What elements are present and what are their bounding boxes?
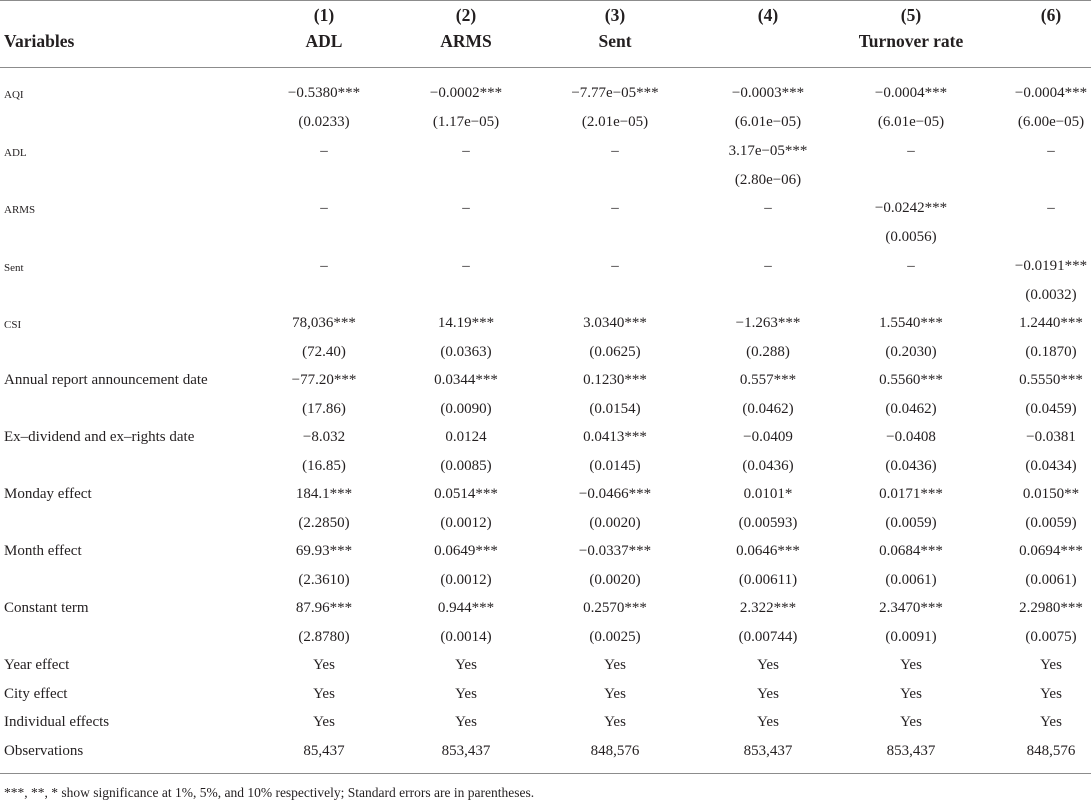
standard-error-cell: (6.00e−05)	[1017, 114, 1085, 130]
coefficient-cell: 78,036***	[292, 315, 356, 331]
bottom-rule	[0, 773, 1091, 774]
coefficient-cell: Yes	[1040, 657, 1062, 673]
coefficient-cell: –	[907, 143, 915, 159]
variables-header: Variables	[4, 31, 75, 51]
coefficient-cell: –	[611, 200, 619, 216]
coefficient-cell: 0.944***	[437, 600, 495, 616]
coefficient-cell: 69.93***	[295, 543, 353, 559]
coefficient-cell: 87.96***	[295, 600, 353, 616]
coefficient-cell: –	[320, 143, 328, 159]
row-label: Sent	[4, 262, 24, 274]
coefficient-cell: Yes	[313, 685, 335, 702]
standard-error-cell: (2.01e−05)	[581, 114, 649, 130]
coefficient-cell: 3.17e−05***	[728, 143, 808, 159]
column-group-header: Turnover rate	[858, 31, 964, 51]
column-number: (4)	[757, 5, 779, 25]
row-label: ADL	[4, 147, 27, 159]
coefficient-cell: −0.0191***	[1014, 258, 1088, 274]
coefficient-cell: 0.0684***	[879, 543, 943, 559]
standard-error-cell: (0.00593)	[738, 515, 798, 531]
coefficient-cell: 853,437	[743, 742, 793, 759]
coefficient-cell: Yes	[757, 714, 779, 730]
standard-error-cell: (0.0085)	[440, 458, 492, 474]
standard-error-cell: (0.0090)	[440, 401, 492, 417]
coefficient-cell: −0.0337***	[578, 543, 652, 559]
coefficient-cell: Yes	[1040, 714, 1062, 730]
coefficient-cell: –	[462, 143, 470, 159]
standard-error-cell: (0.0025)	[589, 629, 641, 645]
coefficient-cell: Yes	[455, 685, 477, 702]
coefficient-cell: 0.0514***	[434, 486, 498, 502]
row-label: Month effect	[4, 543, 82, 559]
standard-error-cell: (0.0625)	[589, 344, 641, 360]
standard-error-cell: (0.0012)	[440, 515, 492, 531]
standard-error-cell: (0.0459)	[1025, 401, 1077, 417]
row-label: City effect	[4, 685, 68, 702]
standard-error-cell: (2.8780)	[298, 629, 350, 645]
standard-error-cell: (0.0233)	[298, 114, 350, 130]
standard-error-cell: (2.2850)	[298, 515, 350, 531]
coefficient-cell: Yes	[313, 714, 335, 730]
standard-error-cell: (0.0436)	[885, 458, 937, 474]
coefficient-cell: –	[320, 258, 328, 274]
coefficient-cell: 0.0646***	[736, 543, 800, 559]
standard-error-cell: (0.0061)	[1025, 572, 1077, 588]
standard-error-cell: (6.01e−05)	[877, 114, 945, 130]
coefficient-cell: Yes	[900, 714, 922, 730]
coefficient-cell: 0.0171***	[879, 486, 943, 502]
standard-error-cell: (0.288)	[746, 344, 790, 360]
column-number: (1)	[313, 5, 335, 25]
coefficient-cell: 2.3470***	[879, 600, 943, 616]
coefficient-cell: −77.20***	[291, 372, 357, 388]
standard-error-cell: (0.0462)	[742, 401, 794, 417]
coefficient-cell: 14.19***	[437, 315, 495, 331]
coefficient-cell: Yes	[757, 685, 779, 702]
row-label: Observations	[4, 742, 84, 759]
standard-error-cell: (0.0145)	[589, 458, 641, 474]
column-group-header: ADL	[305, 31, 343, 51]
coefficient-cell: Yes	[455, 657, 477, 673]
coefficient-cell: −0.0002***	[429, 85, 503, 101]
coefficient-cell: 0.0101*	[743, 486, 793, 502]
row-label: Constant term	[4, 600, 89, 616]
coefficient-cell: −8.032	[302, 429, 346, 445]
coefficient-cell: 3.0340***	[583, 315, 647, 331]
row-label: AQI	[4, 89, 24, 101]
coefficient-cell: 2.2980***	[1019, 600, 1083, 616]
standard-error-cell: (1.17e−05)	[432, 114, 500, 130]
coefficient-cell: −1.263***	[735, 315, 801, 331]
coefficient-cell: –	[462, 200, 470, 216]
coefficient-cell: −0.0004***	[874, 85, 948, 101]
column-number: (2)	[455, 5, 477, 25]
coefficient-cell: 85,437	[303, 742, 345, 759]
coefficient-cell: Yes	[1040, 685, 1062, 702]
coefficient-cell: –	[611, 258, 619, 274]
standard-error-cell: (0.0434)	[1025, 458, 1077, 474]
column-number: (6)	[1040, 5, 1062, 25]
standard-error-cell: (0.0014)	[440, 629, 492, 645]
coefficient-cell: −0.0242***	[874, 200, 948, 216]
standard-error-cell: (0.0059)	[885, 515, 937, 531]
coefficient-cell: –	[1047, 200, 1055, 216]
standard-error-cell: (0.0462)	[885, 401, 937, 417]
standard-error-cell: (0.0436)	[742, 458, 794, 474]
header-rule	[0, 67, 1091, 68]
coefficient-cell: 1.2440***	[1019, 315, 1083, 331]
coefficient-cell: −0.0408	[886, 429, 936, 445]
coefficient-cell: 184.1***	[295, 486, 353, 502]
coefficient-cell: 0.0124	[445, 429, 487, 445]
coefficient-cell: −0.0381	[1026, 429, 1076, 445]
row-label: Ex–dividend and ex–rights date	[4, 429, 195, 445]
coefficient-cell: Yes	[455, 714, 477, 730]
coefficient-cell: Yes	[604, 714, 626, 730]
coefficient-cell: Yes	[313, 657, 335, 673]
row-label: Individual effects	[4, 714, 110, 730]
standard-error-cell: (16.85)	[302, 458, 346, 474]
coefficient-cell: 0.2570***	[583, 600, 647, 616]
column-group-header: ARMS	[440, 31, 492, 51]
row-label: Monday effect	[4, 486, 92, 502]
standard-error-cell: (2.3610)	[298, 572, 350, 588]
standard-error-cell: (0.0020)	[589, 572, 641, 588]
coefficient-cell: 0.0694***	[1019, 543, 1083, 559]
coefficient-cell: 848,576	[590, 742, 640, 759]
standard-error-cell: (0.00744)	[738, 629, 798, 645]
coefficient-cell: –	[320, 200, 328, 216]
standard-error-cell: (0.1870)	[1025, 344, 1077, 360]
coefficient-cell: 0.5550***	[1019, 372, 1083, 388]
top-rule	[0, 0, 1091, 1]
standard-error-cell: (0.0012)	[440, 572, 492, 588]
standard-error-cell: (2.80e−06)	[734, 172, 802, 188]
row-label: Year effect	[4, 657, 70, 673]
column-number: (5)	[900, 5, 922, 25]
coefficient-cell: Yes	[900, 685, 922, 702]
standard-error-cell: (0.0363)	[440, 344, 492, 360]
standard-error-cell: (17.86)	[302, 401, 346, 417]
coefficient-cell: 0.5560***	[879, 372, 943, 388]
standard-error-cell: (0.0032)	[1025, 287, 1077, 303]
coefficient-cell: 2.322***	[739, 600, 797, 616]
coefficient-cell: –	[462, 258, 470, 274]
standard-error-cell: (0.2030)	[885, 344, 937, 360]
coefficient-cell: Yes	[900, 657, 922, 673]
coefficient-cell: 1.5540***	[879, 315, 943, 331]
standard-error-cell: (0.0020)	[589, 515, 641, 531]
coefficient-cell: −0.5380***	[287, 85, 361, 101]
coefficient-cell: −0.0004***	[1014, 85, 1088, 101]
coefficient-cell: 853,437	[441, 742, 491, 759]
coefficient-cell: 0.0413***	[583, 429, 647, 445]
coefficient-cell: 0.0344***	[434, 372, 498, 388]
coefficient-cell: −0.0409	[743, 429, 793, 445]
row-label: CSI	[4, 319, 22, 331]
coefficient-cell: 0.557***	[739, 372, 797, 388]
coefficient-cell: Yes	[604, 657, 626, 673]
standard-error-cell: (0.0075)	[1025, 629, 1077, 645]
coefficient-cell: −7.77e−05***	[571, 85, 659, 101]
row-label: ARMS	[4, 204, 36, 216]
coefficient-cell: Yes	[604, 685, 626, 702]
coefficient-cell: −0.0466***	[578, 486, 652, 502]
column-group-header: Sent	[598, 31, 632, 51]
coefficient-cell: 848,576	[1026, 742, 1076, 759]
table-footnote: ***, **, * show significance at 1%, 5%, and 10% respectively; Standard errors are in parentheses.	[4, 785, 535, 800]
standard-error-cell: (0.0059)	[1025, 515, 1077, 531]
coefficient-cell: 0.1230***	[583, 372, 647, 388]
coefficient-cell: –	[764, 200, 772, 216]
coefficient-cell: –	[907, 258, 915, 274]
coefficient-cell: 853,437	[886, 742, 936, 759]
standard-error-cell: (72.40)	[302, 344, 346, 360]
standard-error-cell: (0.0056)	[885, 229, 937, 245]
coefficient-cell: –	[1047, 143, 1055, 159]
standard-error-cell: (0.00611)	[738, 572, 798, 588]
coefficient-cell: 0.0649***	[434, 543, 498, 559]
standard-error-cell: (6.01e−05)	[734, 114, 802, 130]
coefficient-cell: 0.0150**	[1022, 486, 1080, 502]
coefficient-cell: Yes	[757, 657, 779, 673]
standard-error-cell: (0.0061)	[885, 572, 937, 588]
column-number: (3)	[604, 5, 626, 25]
row-label: Annual report announcement date	[4, 372, 208, 388]
coefficient-cell: –	[611, 143, 619, 159]
standard-error-cell: (0.0091)	[885, 629, 937, 645]
coefficient-cell: –	[764, 258, 772, 274]
coefficient-cell: −0.0003***	[731, 85, 805, 101]
standard-error-cell: (0.0154)	[589, 401, 641, 417]
